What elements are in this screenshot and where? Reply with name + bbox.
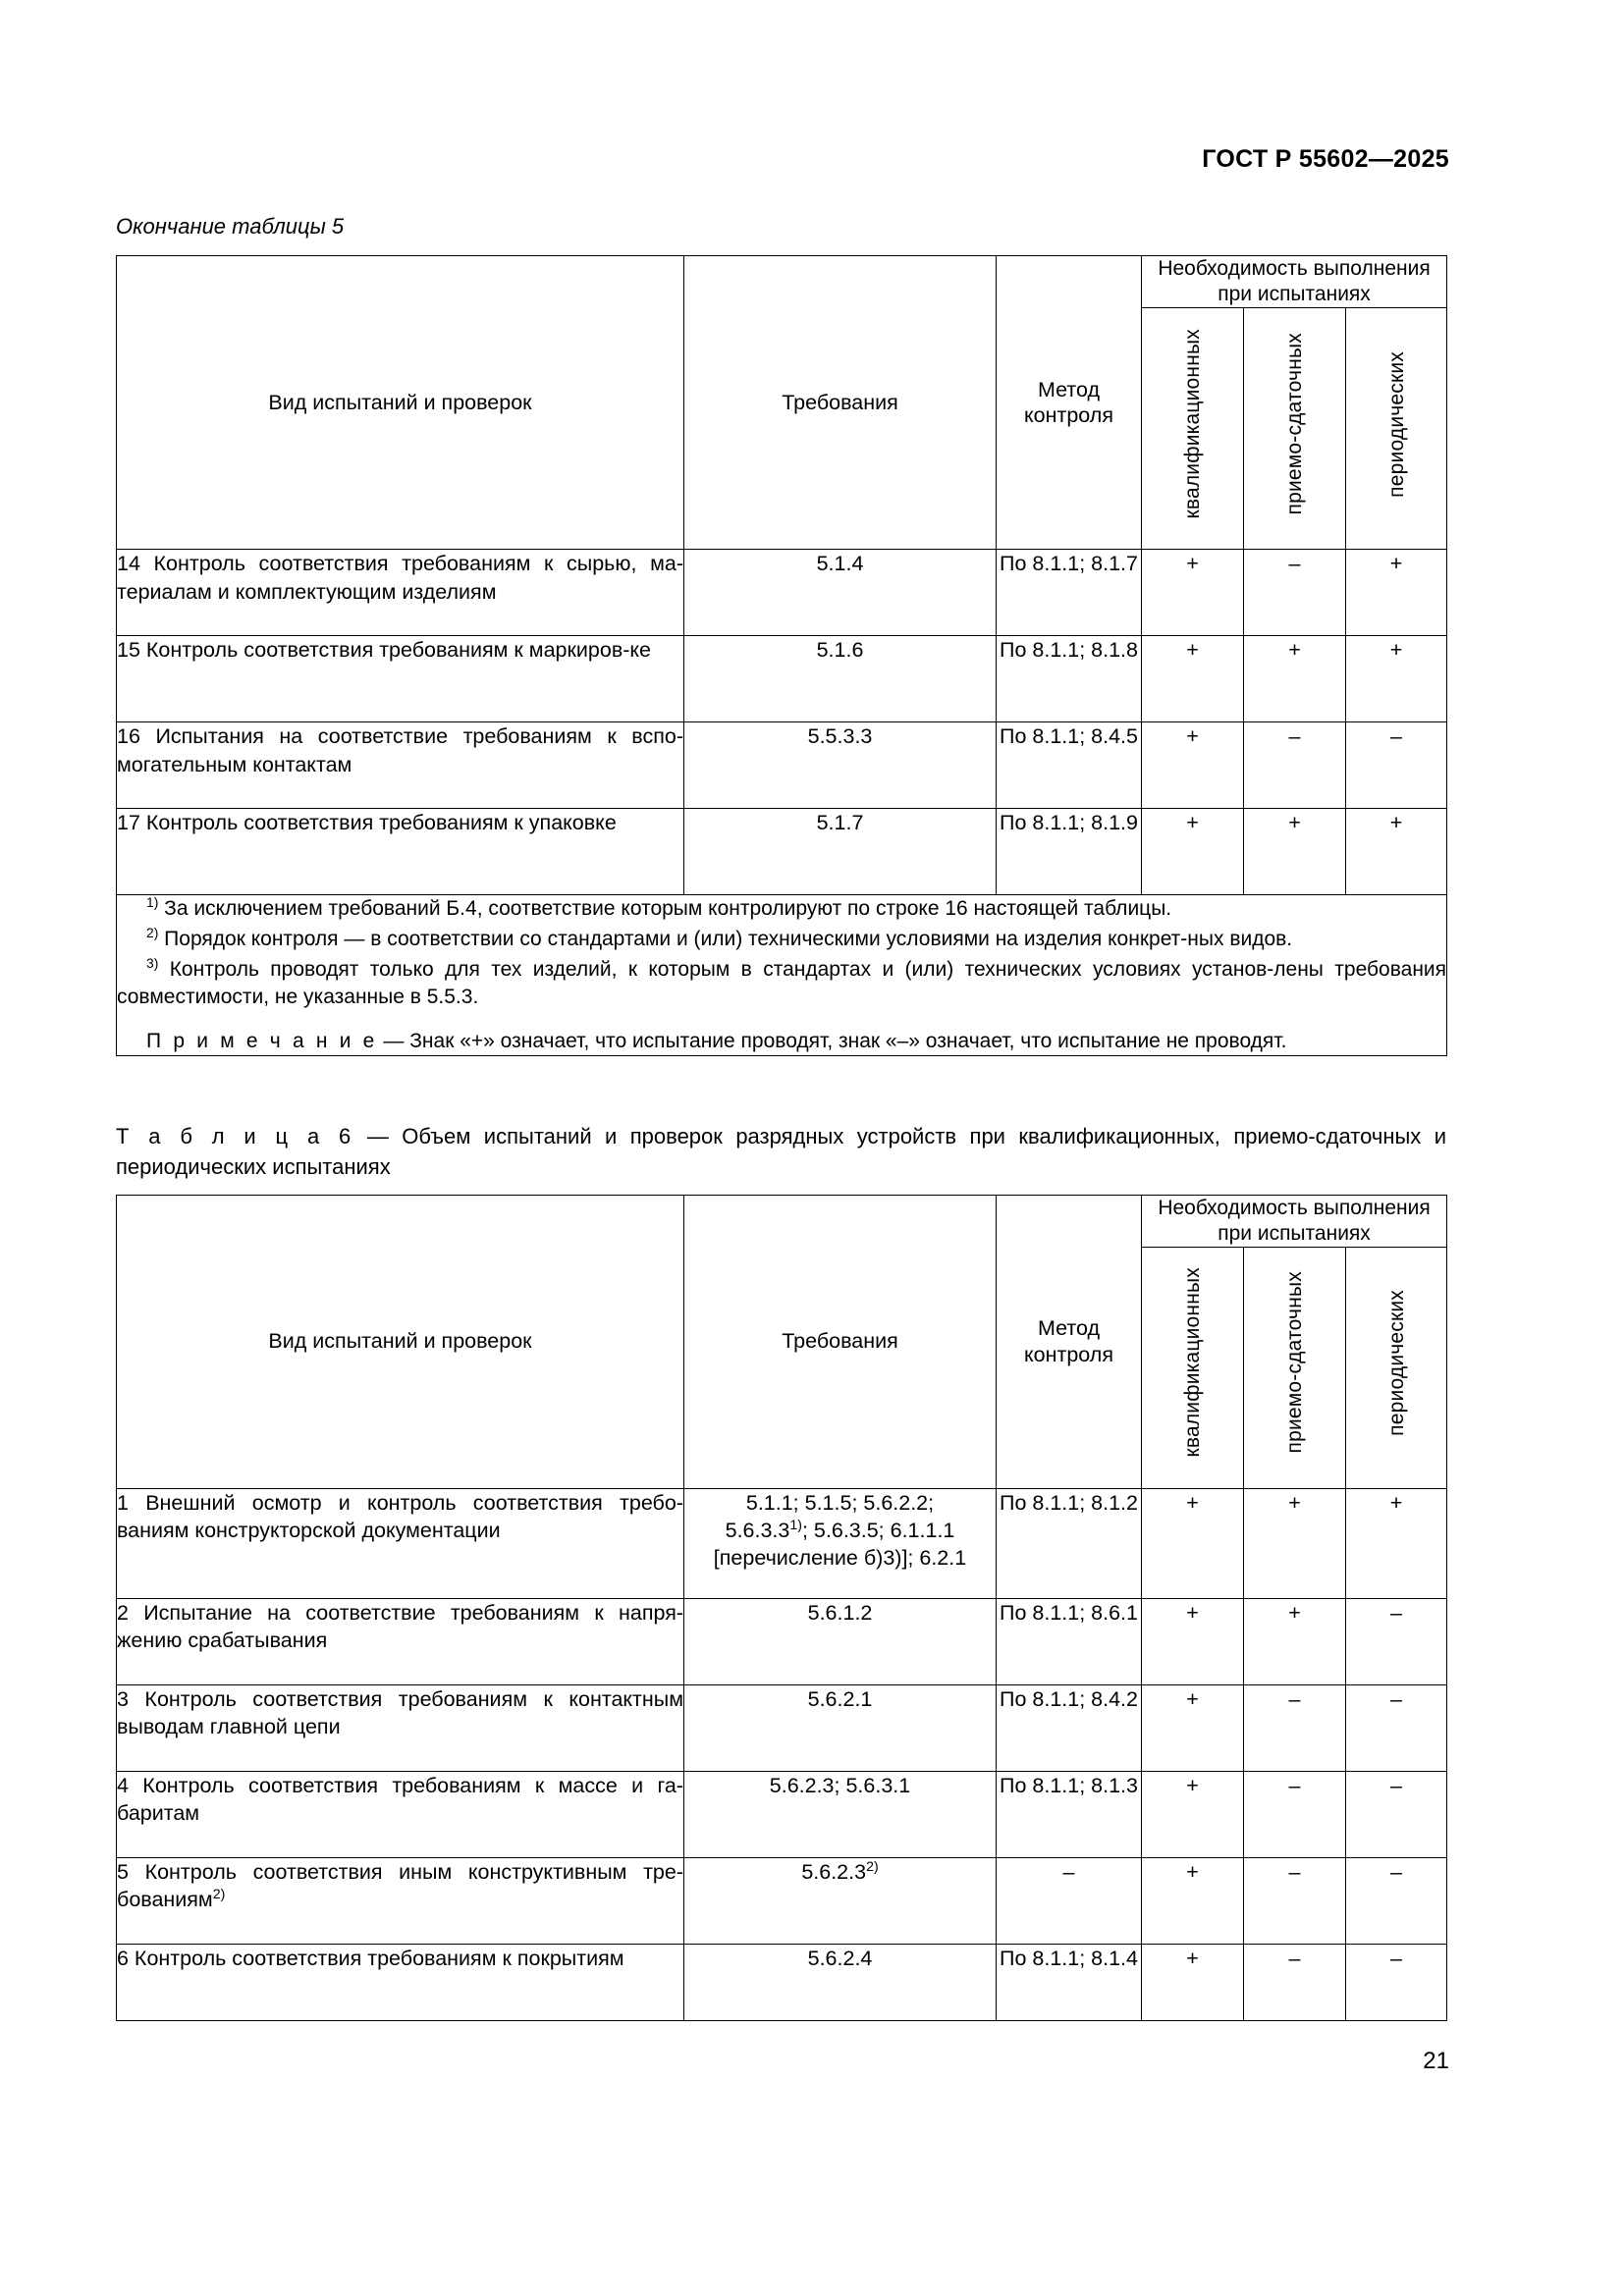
table6-row5-name: 6 Контроль соответствия требованиям к покрытиям: [117, 1944, 684, 2020]
table-row: [117, 1771, 1447, 1857]
table6-row0-req-line2b: ; 5.6.3.5; 6.1.1.1: [801, 1519, 955, 1543]
table5-header: [117, 256, 1447, 550]
table6-row4-method: –: [997, 1857, 1142, 1944]
table-row: [117, 1488, 1447, 1598]
table-row: [117, 1944, 1447, 2020]
table5-row0-requirements: 5.1.4: [684, 550, 997, 636]
table5-row3-qualification: +: [1142, 809, 1244, 895]
table5-row2-method: По 8.1.1; 8.4.5: [997, 722, 1142, 809]
table5-row1-periodic: +: [1346, 636, 1447, 722]
table5-footnote-2-text: Порядок контроля — в соответствии со стандартами и (или) техническими условиями на изделия конкрет-ных видов.: [164, 928, 1293, 950]
table5-footnote-1: [117, 895, 1446, 924]
table6-row0-req-line2a: 5.6.3.3: [725, 1519, 790, 1543]
table-row: [117, 1598, 1447, 1684]
table6-caption-text: — Объем испытаний и проверок разрядных устройств при квалификационных, приемо-сдаточных и периодических испытаниях: [116, 1124, 1446, 1180]
table5-row1-acceptance: +: [1244, 636, 1346, 722]
table5-col-group: Необходимость выполнения при испытаниях: [1142, 256, 1447, 308]
table5-col-method: Метод контроля: [997, 256, 1142, 550]
table6-row4-name-sup: 2): [212, 1886, 226, 1902]
table5-body: [117, 550, 1447, 1056]
table5-footnotes: [117, 895, 1447, 1056]
table6-col-periodic: [1346, 1247, 1447, 1488]
table6-row2-requirements: 5.6.2.1: [684, 1684, 997, 1771]
table5-col-periodic-label: периодических: [1384, 350, 1408, 498]
table-row: [117, 550, 1447, 636]
table6-col-periodic-label: периодических: [1384, 1289, 1408, 1436]
table6-col-qualification: [1142, 1247, 1244, 1488]
table5-note: [117, 1028, 1446, 1056]
table5-footnote-2: [117, 926, 1446, 954]
table6-row4-requirements: [684, 1857, 997, 1944]
table6-header: [117, 1195, 1447, 1488]
table5-row0-name: 14 Контроль соответствия требованиям к сырью, ма-териалам и комплектующим изделиям: [117, 550, 684, 636]
table6-col-acceptance: [1244, 1247, 1346, 1488]
table6-row1-periodic: –: [1346, 1598, 1447, 1684]
table6-row1-name: 2 Испытание на соответствие требованиям к напря-жению срабатывания: [117, 1598, 684, 1684]
table5-col-requirements: Требования: [684, 256, 997, 550]
table5-col-acceptance: [1244, 308, 1346, 550]
table6-row0-requirements: [684, 1488, 997, 1598]
table5: [116, 255, 1447, 1056]
table6-row2-method: По 8.1.1; 8.4.2: [997, 1684, 1142, 1771]
table6-row4-name-text: 5 Контроль соответствия иным конструктивным тре-бованиям: [117, 1859, 683, 1912]
table5-row0-method: По 8.1.1; 8.1.7: [997, 550, 1142, 636]
table5-row1-name: 15 Контроль соответствия требованиям к маркиров-ке: [117, 636, 684, 722]
table6-row2-name: 3 Контроль соответствия требованиям к контактным выводам главной цепи: [117, 1684, 684, 1771]
table6-row3-name: 4 Контроль соответствия требованиям к массе и га-баритам: [117, 1771, 684, 1857]
table6: [116, 1195, 1447, 2021]
table6-row5-qualification: +: [1142, 1944, 1244, 2020]
table5-row2-acceptance: –: [1244, 722, 1346, 809]
table6-row3-periodic: –: [1346, 1771, 1447, 1857]
table6-row3-qualification: +: [1142, 1771, 1244, 1857]
table6-row1-acceptance: +: [1244, 1598, 1346, 1684]
table6-row4-periodic: –: [1346, 1857, 1447, 1944]
table5-continuation-label: Окончание таблицы 5: [116, 214, 345, 239]
table6-row0-qualification: +: [1142, 1488, 1244, 1598]
table-row: [117, 722, 1447, 809]
table5-row2-name: 16 Испытания на соответствие требованиям к вспо-могательным контактам: [117, 722, 684, 809]
table6-row3-acceptance: –: [1244, 1771, 1346, 1857]
table6-col-qualification-label: квалификационных: [1181, 1267, 1204, 1458]
table6-row0-req-line3: [перечисление б)3)]; 6.2.1: [713, 1546, 967, 1571]
table-row: [117, 1857, 1447, 1944]
table5-footnotes-row: [117, 895, 1447, 1056]
table6-body: [117, 1488, 1447, 2020]
table6-col-name: Вид испытаний и проверок: [117, 1195, 684, 1488]
table6-row3-requirements: 5.6.2.3; 5.6.3.1: [684, 1771, 997, 1857]
table5-row3-periodic: +: [1346, 809, 1447, 895]
table5-note-label: П р и м е ч а н и е: [146, 1029, 378, 1052]
table5-row0-qualification: +: [1142, 550, 1244, 636]
table6-caption-label: Т а б л и ц а 6: [116, 1124, 354, 1149]
table5-row2-requirements: 5.5.3.3: [684, 722, 997, 809]
table5-row3-method: По 8.1.1; 8.1.9: [997, 809, 1142, 895]
table5-note-text: — Знак «+» означает, что испытание проводят, знак «–» означает, что испытание не проводят.: [377, 1029, 1287, 1052]
footnote-marker-3: 3): [146, 954, 159, 971]
table5-row3-name: 17 Контроль соответствия требованиям к упаковке: [117, 809, 684, 895]
table5-row3-requirements: 5.1.7: [684, 809, 997, 895]
table5-row1-qualification: +: [1142, 636, 1244, 722]
table-row: [117, 636, 1447, 722]
table6-row2-qualification: +: [1142, 1684, 1244, 1771]
table6-row5-requirements: 5.6.2.4: [684, 1944, 997, 2020]
table6-row4-req-text: 5.6.2.3: [801, 1859, 867, 1884]
table5-col-name: Вид испытаний и проверок: [117, 256, 684, 550]
table5-col-qualification: [1142, 308, 1244, 550]
table-row: [117, 809, 1447, 895]
table6-row0-periodic: +: [1346, 1488, 1447, 1598]
table-spacer: [116, 1056, 1446, 1121]
table6-col-method: Метод контроля: [997, 1195, 1142, 1488]
table6-col-group: Необходимость выполнения при испытаниях: [1142, 1195, 1447, 1247]
table6-row0-acceptance: +: [1244, 1488, 1346, 1598]
table5-footnote-3-text: Контроль проводят только для тех изделий, к которым в стандартах и (или) технических условиях установ-лены требования совместимости, не указанные в 5.5.3.: [117, 957, 1447, 1009]
table5-col-periodic: [1346, 308, 1447, 550]
table6-row3-method: По 8.1.1; 8.1.3: [997, 1771, 1142, 1857]
table5-row1-method: По 8.1.1; 8.1.8: [997, 636, 1142, 722]
table6-row0-method: По 8.1.1; 8.1.2: [997, 1488, 1142, 1598]
table6-row4-req-sup: 2): [866, 1858, 879, 1875]
table6-row1-requirements: 5.6.1.2: [684, 1598, 997, 1684]
footnote-marker-2: 2): [146, 925, 159, 940]
table5-footnote-3: [117, 956, 1446, 1012]
table6-row1-qualification: +: [1142, 1598, 1244, 1684]
table5-row0-periodic: +: [1346, 550, 1447, 636]
table5-row3-acceptance: +: [1244, 809, 1346, 895]
footnote-marker-1: 1): [146, 894, 159, 911]
table6-row4-name: [117, 1857, 684, 1944]
table-row: [117, 1684, 1447, 1771]
table6-row2-periodic: –: [1346, 1684, 1447, 1771]
table5-row1-requirements: 5.1.6: [684, 636, 997, 722]
table5-row0-acceptance: –: [1244, 550, 1346, 636]
page-number: 21: [1423, 2048, 1449, 2074]
table6-row4-acceptance: –: [1244, 1857, 1346, 1944]
table6-row0-name: 1 Внешний осмотр и контроль соответствия требо-ваниям конструкторской документации: [117, 1488, 684, 1598]
table6-row1-method: По 8.1.1; 8.6.1: [997, 1598, 1142, 1684]
table5-row2-qualification: +: [1142, 722, 1244, 809]
table6-row0-req-line1: 5.1.1; 5.1.5; 5.6.2.2;: [745, 1490, 935, 1515]
table6-row5-acceptance: –: [1244, 1944, 1346, 2020]
table5-row2-periodic: –: [1346, 722, 1447, 809]
table5-col-acceptance-label: приемо-сдаточных: [1283, 333, 1306, 515]
table6-row0-req-sup: 1): [789, 1517, 802, 1533]
table5-col-qualification-label: квалификационных: [1181, 329, 1204, 519]
table6-row5-periodic: –: [1346, 1944, 1447, 2020]
table6-row4-qualification: +: [1142, 1857, 1244, 1944]
table5-footnote-1-text: За исключением требований Б.4, соответствие которым контролируют по строке 16 настоящей таблицы.: [164, 897, 1172, 921]
running-header-standard-id: ГОСТ Р 55602—2025: [1202, 145, 1449, 173]
table6-row5-method: По 8.1.1; 8.1.4: [997, 1944, 1142, 2020]
table6-col-requirements: Требования: [684, 1195, 997, 1488]
table6-row2-acceptance: –: [1244, 1684, 1346, 1771]
page-content: [116, 214, 1446, 2021]
table6-col-acceptance-label: приемо-сдаточных: [1283, 1271, 1306, 1454]
table6-caption: [116, 1121, 1446, 1182]
